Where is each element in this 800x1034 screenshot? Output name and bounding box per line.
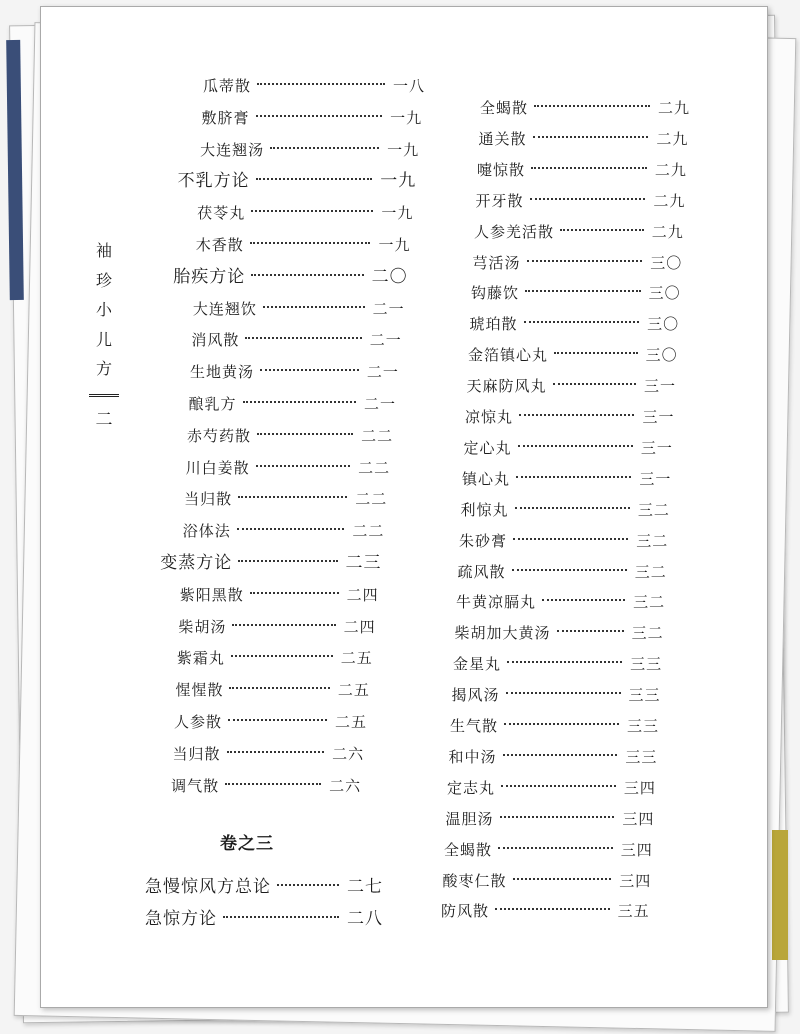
entry-title: 茯苓丸 bbox=[197, 204, 246, 223]
entry-page-number: 二九 bbox=[651, 222, 684, 241]
toc-entry[interactable] bbox=[468, 342, 678, 368]
entry-title: 全蝎散 bbox=[480, 99, 529, 117]
entry-page-number: 二一 bbox=[363, 395, 396, 413]
entry-title: 敷脐膏 bbox=[201, 108, 250, 127]
dot-leader bbox=[227, 751, 325, 753]
toc-entry[interactable] bbox=[444, 837, 653, 863]
toc-entry[interactable] bbox=[479, 126, 689, 152]
entry-page-number: 二七 bbox=[347, 877, 383, 897]
entry-page-number: 三五 bbox=[617, 902, 650, 921]
toc-section[interactable] bbox=[160, 550, 381, 576]
entry-page-number: 二九 bbox=[656, 129, 689, 148]
toc-entry[interactable] bbox=[191, 327, 401, 353]
entry-title: 瓜蒂散 bbox=[203, 77, 252, 95]
entry-title: 疏风散 bbox=[457, 562, 506, 581]
entry-page-number: 三三 bbox=[626, 717, 659, 735]
entry-title: 通关散 bbox=[478, 129, 527, 148]
entry-title: 川白姜散 bbox=[185, 458, 250, 477]
entry-title: 定志丸 bbox=[447, 778, 496, 797]
entry-title: 调气散 bbox=[171, 776, 220, 795]
toc-section[interactable] bbox=[145, 906, 383, 932]
entry-page-number: 二二 bbox=[361, 426, 394, 445]
entry-page-number: 三三 bbox=[628, 686, 661, 705]
dot-leader bbox=[513, 878, 612, 880]
dot-leader bbox=[243, 401, 356, 403]
entry-title: 酸枣仁散 bbox=[442, 871, 507, 890]
entry-title: 利惊丸 bbox=[460, 500, 509, 519]
entry-title: 金星丸 bbox=[453, 655, 502, 674]
toc-entry[interactable] bbox=[200, 137, 419, 163]
header-divider bbox=[89, 394, 119, 397]
entry-page-number: 三一 bbox=[644, 377, 677, 396]
toc-entry[interactable] bbox=[193, 296, 405, 322]
entry-title: 柴胡汤 bbox=[178, 617, 227, 636]
toc-entry[interactable] bbox=[177, 645, 373, 671]
dot-leader bbox=[225, 783, 321, 785]
toc-entry[interactable] bbox=[473, 250, 683, 276]
entry-page-number: 一九 bbox=[381, 204, 414, 223]
entry-page-number: 三〇 bbox=[648, 284, 681, 303]
entry-title: 温胆汤 bbox=[445, 809, 494, 828]
entry-title: 朱砂膏 bbox=[459, 531, 508, 550]
entry-title: 开牙散 bbox=[475, 191, 524, 210]
toc-entry[interactable] bbox=[456, 589, 665, 615]
toc-entry[interactable] bbox=[183, 518, 385, 544]
entry-page-number: 一九 bbox=[378, 236, 411, 254]
dot-leader bbox=[519, 414, 634, 416]
toc-entry[interactable] bbox=[171, 773, 361, 799]
entry-page-number: 三四 bbox=[619, 871, 652, 890]
entry-page-number: 三二 bbox=[634, 562, 667, 581]
entry-page-number: 三〇 bbox=[647, 315, 680, 334]
entry-title: 急惊方论 bbox=[145, 909, 217, 929]
entry-title: 生气散 bbox=[450, 717, 499, 735]
dot-leader bbox=[256, 465, 351, 467]
dot-leader bbox=[260, 369, 359, 371]
dot-leader bbox=[229, 687, 329, 689]
entry-title: 芎活汤 bbox=[472, 253, 521, 272]
entry-page-number: 三二 bbox=[636, 531, 669, 550]
entry-page-number: 二二 bbox=[358, 458, 391, 477]
entry-page-number: 二五 bbox=[340, 649, 373, 668]
dot-leader bbox=[560, 229, 644, 231]
dot-leader bbox=[557, 630, 624, 632]
dot-leader bbox=[506, 692, 621, 694]
toc-entry[interactable] bbox=[178, 614, 375, 640]
toc-entry[interactable] bbox=[455, 620, 664, 646]
entry-page-number: 一八 bbox=[392, 77, 425, 95]
entry-title: 变蒸方论 bbox=[160, 553, 233, 573]
dot-leader bbox=[504, 723, 619, 725]
dot-leader bbox=[250, 242, 371, 244]
entry-page-number: 二一 bbox=[369, 331, 402, 350]
running-header bbox=[84, 236, 124, 430]
dot-leader bbox=[256, 115, 383, 117]
dot-leader bbox=[518, 445, 633, 447]
dot-leader bbox=[516, 476, 631, 478]
toc-entry[interactable] bbox=[184, 486, 387, 512]
toc-entry[interactable] bbox=[458, 559, 667, 585]
entry-page-number: 三一 bbox=[642, 408, 675, 426]
dot-leader bbox=[553, 383, 637, 385]
toc-entry[interactable] bbox=[480, 95, 690, 121]
entry-title: 人参羌活散 bbox=[474, 222, 555, 241]
dot-leader bbox=[501, 785, 616, 787]
entry-page-number: 一九 bbox=[380, 171, 417, 192]
dot-leader bbox=[257, 83, 385, 85]
toc-entry[interactable] bbox=[446, 806, 655, 832]
toc-entry[interactable] bbox=[180, 582, 379, 608]
entry-title: 紫霜丸 bbox=[176, 649, 225, 668]
entry-title: 定心丸 bbox=[463, 438, 512, 457]
dot-leader bbox=[530, 198, 646, 200]
entry-title: 人参散 bbox=[174, 713, 223, 731]
entry-title: 紫阳黑散 bbox=[179, 585, 244, 604]
toc-entry[interactable] bbox=[190, 359, 399, 385]
entry-title: 当归散 bbox=[172, 744, 221, 763]
book-cover-edge bbox=[772, 830, 788, 960]
entry-page-number: 二一 bbox=[372, 299, 405, 318]
dot-leader bbox=[251, 210, 373, 212]
toc-entry[interactable] bbox=[187, 423, 393, 449]
dot-leader bbox=[231, 655, 333, 657]
entry-page-number: 二二 bbox=[352, 522, 385, 541]
toc-entry[interactable] bbox=[441, 898, 650, 924]
entry-title: 木香散 bbox=[195, 236, 244, 254]
entry-title: 赤芍药散 bbox=[187, 426, 252, 445]
dot-leader bbox=[531, 167, 647, 169]
entry-title: 胎疾方论 bbox=[173, 266, 246, 287]
toc-section[interactable] bbox=[145, 874, 383, 900]
dot-leader bbox=[498, 847, 613, 849]
dot-leader bbox=[238, 560, 337, 562]
entry-page-number: 二四 bbox=[346, 585, 379, 604]
entry-title: 和中汤 bbox=[448, 747, 497, 766]
toc-entry[interactable] bbox=[450, 713, 659, 739]
entry-title: 酿乳方 bbox=[188, 395, 237, 413]
entry-page-number: 二〇 bbox=[371, 266, 408, 287]
entry-page-number: 三四 bbox=[622, 809, 655, 828]
entry-page-number: 三二 bbox=[631, 624, 664, 643]
dot-leader bbox=[503, 754, 618, 756]
toc-entry[interactable] bbox=[461, 497, 670, 523]
entry-page-number: 二九 bbox=[653, 191, 686, 210]
entry-title: 消风散 bbox=[191, 331, 240, 350]
entry-title: 防风散 bbox=[441, 902, 490, 921]
dot-leader bbox=[263, 306, 365, 308]
dot-leader bbox=[524, 321, 640, 323]
entry-title: 琥珀散 bbox=[469, 315, 518, 334]
toc-entry[interactable] bbox=[186, 455, 391, 481]
toc-entry[interactable] bbox=[447, 775, 656, 801]
dot-leader bbox=[495, 908, 610, 910]
entry-page-number: 二八 bbox=[347, 909, 383, 929]
entry-title: 浴体法 bbox=[182, 522, 231, 541]
volume-heading: 卷之三 bbox=[220, 834, 274, 854]
entry-title: 全蝎散 bbox=[444, 840, 493, 859]
entry-title: 天麻防风丸 bbox=[466, 377, 547, 396]
entry-title: 牛黄凉膈丸 bbox=[456, 593, 537, 612]
toc-entry[interactable] bbox=[175, 677, 369, 703]
toc-entry[interactable] bbox=[174, 709, 367, 735]
entry-page-number: 三二 bbox=[637, 500, 670, 519]
toc-entry[interactable] bbox=[443, 868, 652, 894]
toc-entry[interactable] bbox=[467, 373, 677, 399]
entry-page-number: 二九 bbox=[657, 99, 690, 117]
entry-page-number: 二二 bbox=[355, 490, 388, 509]
entry-page-number: 二九 bbox=[654, 160, 687, 179]
toc-entry[interactable] bbox=[471, 280, 681, 306]
entry-page-number: 三一 bbox=[639, 469, 672, 488]
toc-entry[interactable] bbox=[173, 741, 365, 767]
entry-page-number: 三四 bbox=[623, 778, 656, 797]
dot-leader bbox=[251, 274, 363, 276]
dot-leader bbox=[238, 496, 347, 498]
dot-leader bbox=[525, 290, 641, 292]
entry-page-number: 三二 bbox=[633, 593, 666, 612]
entry-page-number: 二四 bbox=[343, 617, 376, 636]
entry-page-number: 一九 bbox=[390, 108, 423, 127]
entry-page-number: 三三 bbox=[625, 747, 658, 766]
entry-title: 柴胡加大黄汤 bbox=[454, 624, 551, 643]
dot-leader bbox=[513, 538, 628, 540]
toc-entry[interactable] bbox=[189, 391, 397, 417]
book-title-char: 小 bbox=[95, 300, 112, 319]
toc-entry[interactable] bbox=[476, 188, 686, 214]
dot-leader bbox=[223, 916, 339, 918]
dot-leader bbox=[245, 337, 361, 339]
entry-title: 大连翘汤 bbox=[200, 140, 265, 159]
entry-page-number: 二三 bbox=[345, 553, 382, 573]
toc-entry[interactable] bbox=[196, 232, 411, 258]
entry-page-number: 二六 bbox=[332, 744, 365, 763]
toc-entry[interactable] bbox=[197, 200, 413, 226]
dot-leader bbox=[228, 719, 327, 721]
dot-leader bbox=[527, 260, 643, 262]
toc-section[interactable] bbox=[173, 264, 407, 290]
entry-page-number: 二五 bbox=[334, 713, 367, 731]
dot-leader bbox=[515, 507, 630, 509]
toc-entry[interactable] bbox=[453, 651, 662, 677]
entry-page-number: 二五 bbox=[337, 681, 370, 700]
entry-title: 不乳方论 bbox=[177, 171, 250, 192]
toc-section[interactable] bbox=[178, 168, 417, 194]
book-title-char: 珍 bbox=[95, 270, 112, 290]
book-title-char: 袖 bbox=[95, 241, 112, 260]
entry-page-number: 三三 bbox=[630, 655, 663, 674]
toc-entry[interactable] bbox=[203, 73, 425, 99]
dot-leader bbox=[507, 661, 622, 663]
entry-title: 当归散 bbox=[184, 490, 233, 509]
book-title-char: 儿 bbox=[95, 329, 112, 349]
entry-page-number: 一九 bbox=[387, 140, 420, 159]
toc-entry[interactable] bbox=[449, 744, 658, 770]
entry-title: 钩藤饮 bbox=[471, 284, 520, 303]
dot-leader bbox=[257, 433, 353, 435]
entry-title: 揭风汤 bbox=[451, 686, 500, 705]
toc-entry[interactable] bbox=[459, 528, 668, 554]
dot-leader bbox=[542, 599, 625, 601]
entry-page-number: 三〇 bbox=[645, 346, 678, 365]
entry-title: 金箔镇心丸 bbox=[468, 346, 549, 365]
entry-page-number: 三一 bbox=[640, 438, 673, 457]
entry-title: 镇心丸 bbox=[462, 469, 511, 488]
dot-leader bbox=[500, 816, 615, 818]
entry-page-number: 二一 bbox=[366, 363, 399, 382]
dot-leader bbox=[250, 592, 339, 594]
entry-page-number: 三四 bbox=[620, 840, 653, 859]
toc-entry[interactable] bbox=[474, 219, 684, 245]
toc-entry[interactable] bbox=[470, 311, 680, 337]
dot-leader bbox=[237, 528, 345, 530]
dot-leader bbox=[256, 178, 373, 180]
entry-title: 嚏惊散 bbox=[477, 160, 526, 179]
dot-leader bbox=[270, 147, 379, 149]
dot-leader bbox=[277, 884, 339, 886]
toc-entry[interactable] bbox=[452, 682, 661, 708]
entry-page-number: 二六 bbox=[329, 776, 362, 795]
page-number: 二 bbox=[95, 409, 113, 430]
toc-entry[interactable] bbox=[202, 105, 423, 131]
toc-entry[interactable] bbox=[462, 466, 671, 492]
entry-title: 惺惺散 bbox=[175, 681, 224, 700]
dot-leader bbox=[232, 624, 335, 626]
entry-title: 生地黄汤 bbox=[189, 363, 254, 382]
toc-entry[interactable] bbox=[464, 435, 673, 461]
entry-title: 急慢惊风方总论 bbox=[145, 877, 271, 897]
dot-leader bbox=[512, 569, 627, 571]
dot-leader bbox=[533, 136, 649, 138]
toc-entry[interactable] bbox=[465, 404, 675, 430]
book-title-char: 方 bbox=[95, 359, 112, 378]
dot-leader bbox=[554, 352, 638, 354]
toc-entry[interactable] bbox=[477, 157, 687, 183]
entry-title: 凉惊丸 bbox=[465, 408, 514, 426]
entry-page-number: 三〇 bbox=[650, 253, 683, 272]
dot-leader bbox=[534, 105, 650, 107]
entry-title: 大连翘饮 bbox=[192, 299, 257, 318]
